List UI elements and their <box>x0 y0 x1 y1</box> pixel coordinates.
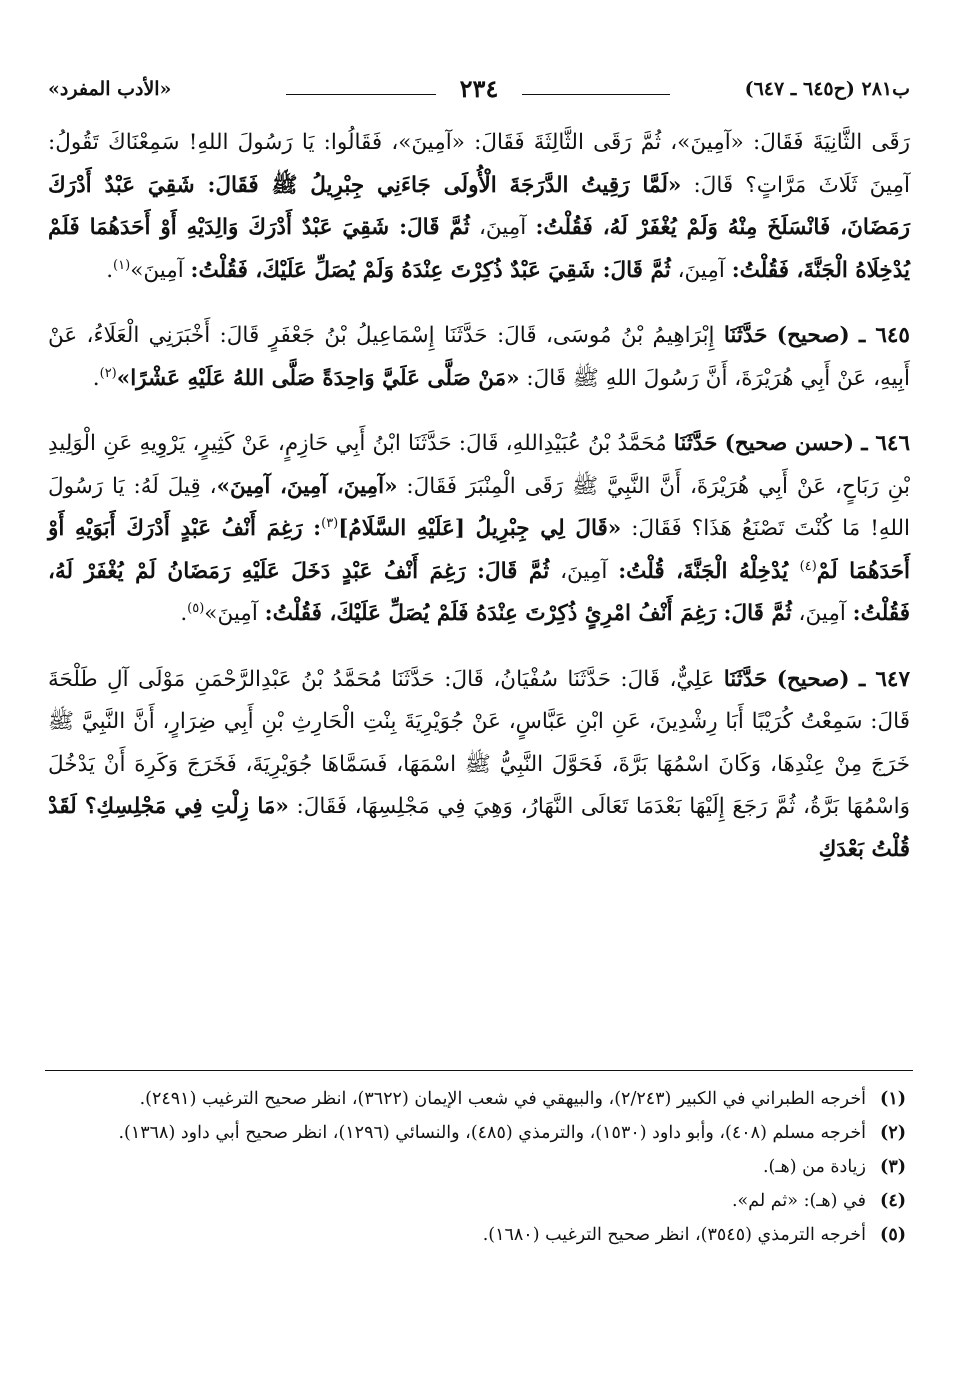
continuation-quote-2: ثُمَّ قَالَ: شَقِيَ عَبْدٌ أَدْرَكَ وَالِدَيْهِ أَوْ أَحَدَهُمَا فَلَمْ يُدْخِلَاهُ الْجَنَّةَ، فَقُلْتُ: <box>48 215 910 283</box>
footnote-ref-5: (٥) <box>187 600 205 616</box>
hadith-646-amin-3: آمِينَ» <box>204 601 265 626</box>
footnote-text: أخرجه الطبراني في الكبير (٢/٢٤٣)، والبيهقي في شعب الإيمان (٣٦٢٢)، انظر صحيح الترغيب (٢٤٩١). <box>139 1089 866 1109</box>
footnote-item <box>60 1186 906 1216</box>
hadith-645 <box>48 315 910 400</box>
footnote-ref-3: (٣) <box>321 515 339 531</box>
hadith-grade: (صحيح) <box>776 666 850 692</box>
footnote-divider <box>45 1070 913 1071</box>
hadith-646-end: . <box>180 601 188 626</box>
footnote-ref-4: (٤) <box>799 558 817 574</box>
continuation-quote-3: ثُمَّ قَالَ: شَقِيَ عَبْدٌ ذُكِرْتَ عِنْدَهُ وَلَمْ يُصَلِّ عَلَيْكَ، فَقُلْتُ: <box>190 257 671 283</box>
hadith-grade: (صحيح) <box>776 323 850 348</box>
haddathana: حَدَّثَنَا <box>673 431 718 456</box>
footnote-item <box>60 1084 906 1114</box>
footnote-number: (٥) <box>880 1225 906 1245</box>
hadith-646-amin-1: آمِينَ، <box>549 558 619 584</box>
footnote-ref-2: (٢) <box>99 365 117 381</box>
hadith-645-end: . <box>92 365 100 391</box>
footnote-item <box>60 1220 906 1250</box>
page-header <box>48 70 910 114</box>
hadith-number: ٦٤٧ ـ <box>858 666 910 692</box>
header-rule-right <box>522 94 670 95</box>
header-rule-left <box>286 94 436 95</box>
hadith-grade: (حسن صحيح) <box>724 431 855 456</box>
hadith-645-quote: «مَنْ صَلَّى عَلَيَّ وَاحِدَةً صَلَّى اللهُ عَلَيْهِ عَشْرًا» <box>116 365 520 391</box>
hadith-646 <box>48 423 910 636</box>
footnote-text: أخرجه مسلم (٤٠٨)، وأبو داود (١٥٣٠)، والترمذي (٤٨٥)، والنسائي (١٢٩٦)، انظر صحيح أبي داود (١٣٦٨). <box>118 1123 866 1143</box>
hadith-647-text: عَلِيٌّ، قَالَ: حَدَّثَنَا سُفْيَانُ، قَالَ: حَدَّثَنَا مُحَمَّدُ بْنُ عَبْدِالرَّحْمَنِ مَوْلَى آلِ طَلْحَةَ قَالَ: سَمِعْتُ كُرَيْبًا أَبَا رِشْدِينَ، عَنِ ابْنِ عَبَّاسٍ، عَنْ جُوَيْرِيَةَ بِنْتِ الْحَارِثِ بْنِ أَبِي ضِرَارٍ، أَنَّ النَّبِيَّ ﷺ خَرَجَ مِنْ عِنْدِهَا، وَكَانَ اسْمُهَا بَرَّةَ، فَحَوَّلَ النَّبِيُّ ﷺ اسْمَهَا، فَسَمَّاهَا جُوَيْرِيَةَ، فَخَرَجَ وَكَرِهَ أَنْ يَدْخُلَ وَاسْمُهَا بَرَّةُ، ثُمَّ رَجَعَ إِلَيْهَا بَعْدَمَا تَعَالَى النَّهَارُ، وَهِيَ فِي مَجْلِسِهَا، فَقَالَ: <box>48 666 910 819</box>
haddathana: حَدَّثَنَا <box>723 323 768 348</box>
footnote-text: زيادة من (هـ). <box>762 1157 866 1177</box>
haddathana: حَدَّثَنَا <box>723 666 768 692</box>
continuation-end: . <box>106 257 114 283</box>
footnote-number: (٣) <box>880 1157 906 1177</box>
hadith-646-text-1: مُحَمَّدُ بْنُ عُبَيْدِاللهِ، قَالَ: حَدَّثَنَا ابْنُ أَبِي حَازِمٍ، عَنْ كَثِيرٍ، يَرْوِيهِ عَنِ الْوَلِيدِ بْنِ رَبَاحٍ، عَنْ أَبِي هُرَيْرَةَ، أَنَّ النَّبِيَّ ﷺ رَقَى الْمِنْبَرَ فَقَالَ: <box>48 431 910 499</box>
continuation-text-1: رَقَى الثَّانِيَةَ فَقَالَ: «آمِينَ»، ثُمَّ رَقَى الثَّالِثَةَ فَقَالَ: «آمِينَ»، فَقَالُوا: يَا رَسُولَ اللهِ! سَمِعْنَاكَ تَقُولُ: آمِينَ ثَلَاثَ مَرَّاتٍ؟ قَالَ: <box>48 130 910 198</box>
footnotes <box>60 1084 906 1254</box>
continuation-amin-3: آمِينَ» <box>130 257 191 283</box>
hadith-645-text: إِبْرَاهِيمُ بْنُ مُوسَى، قَالَ: حَدَّثَنَا إِسْمَاعِيلُ بْنُ جَعْفَرٍ قَالَ: أَخْبَرَنِي الْعَلَاءُ، عَنْ أَبِيهِ، عَنْ أَبِي هُرَيْرَةَ، أَنَّ رَسُولَ اللهِ ﷺ قَالَ: <box>48 323 910 391</box>
hadith-number: ٦٤٥ ـ <box>859 323 910 348</box>
hadith-646-quote-4: ثُمَّ قَالَ: رَغِمَ أَنْفُ عَبْدٍ دَخَلَ عَلَيْهِ رَمَضَانُ لَمْ يُغْفَرْ لَهُ، فَقُلْتُ: <box>48 558 910 626</box>
hadith-646-text-2: ، قِيلَ لَهُ: يَا رَسُولَ اللهِ! مَا كُنْتَ تَصْنَعُ هَذَا؟ فَقَالَ: <box>48 473 911 541</box>
continuation-amin-1: آمِينَ، <box>469 215 536 240</box>
page-number: ٢٣٤ <box>459 74 499 103</box>
hadith-647-quote: «مَا زِلْتِ فِي مَجْلِسِكِ؟ لَقَدْ قُلْتُ بَعْدَكِ <box>48 794 910 862</box>
footnote-text: أخرجه الترمذي (٣٥٤٥)، انظر صحيح الترغيب (١٦٨٠). <box>482 1225 866 1245</box>
hadith-646-quote-2: : رَغِمَ أَنْفُ عَبْدٍ أَدْرَكَ أَبَوَيْهِ أَوْ أَحَدَهُمَا لَمْ <box>48 516 911 584</box>
footnote-ref-1: (١) <box>113 257 131 273</box>
continuation-quote-1: «لَمَّا رَقِيتُ الدَّرَجَةَ الْأُولَى جَاءَنِي جِبْرِيلُ ﷺ فَقَالَ: شَقِيَ عَبْدٌ أَدْرَكَ رَمَضَانَ، فَانْسَلَخَ مِنْهُ وَلَمْ يُغْفَرْ لَهُ، فَقُلْتُ: <box>48 172 910 240</box>
footnote-number: (٢) <box>880 1123 906 1143</box>
footnote-number: (١) <box>880 1089 906 1109</box>
continuation-paragraph <box>48 122 910 292</box>
hadith-646-quote-5: ثُمَّ قَالَ: رَغِمَ أَنْفُ امْرِئٍ ذُكِرْتَ عِنْدَهُ فَلَمْ يُصَلِّ عَلَيْكَ، فَقُلْتُ: <box>264 601 792 626</box>
footnote-text: في (هـ): «ثم لم». <box>731 1191 866 1211</box>
footnote-number: (٤) <box>880 1191 906 1211</box>
continuation-amin-2: آمِينَ، <box>670 257 732 283</box>
header-reference: ب٢٨١ (ح٦٤٥ ـ ٦٤٧) <box>744 78 910 100</box>
main-text <box>48 122 910 871</box>
hadith-647 <box>48 659 910 872</box>
book-title: «الأدب المفرد» <box>48 78 172 100</box>
footnote-item <box>60 1152 906 1182</box>
hadith-646-amin-quote: «آمِينَ، آمِينَ، آمِينَ» <box>216 473 398 499</box>
hadith-646-quote-1: «قَالَ لِي جِبْرِيلُ [عَلَيْهِ السَّلَامُ] <box>338 516 622 541</box>
hadith-number: ٦٤٦ ـ <box>861 431 910 456</box>
hadith-646-amin-2: آمِينَ، <box>791 601 853 626</box>
footnote-item <box>60 1118 906 1148</box>
hadith-646-quote-3: يُدْخِلْهُ الْجَنَّةَ، قُلْتُ: <box>618 558 800 584</box>
